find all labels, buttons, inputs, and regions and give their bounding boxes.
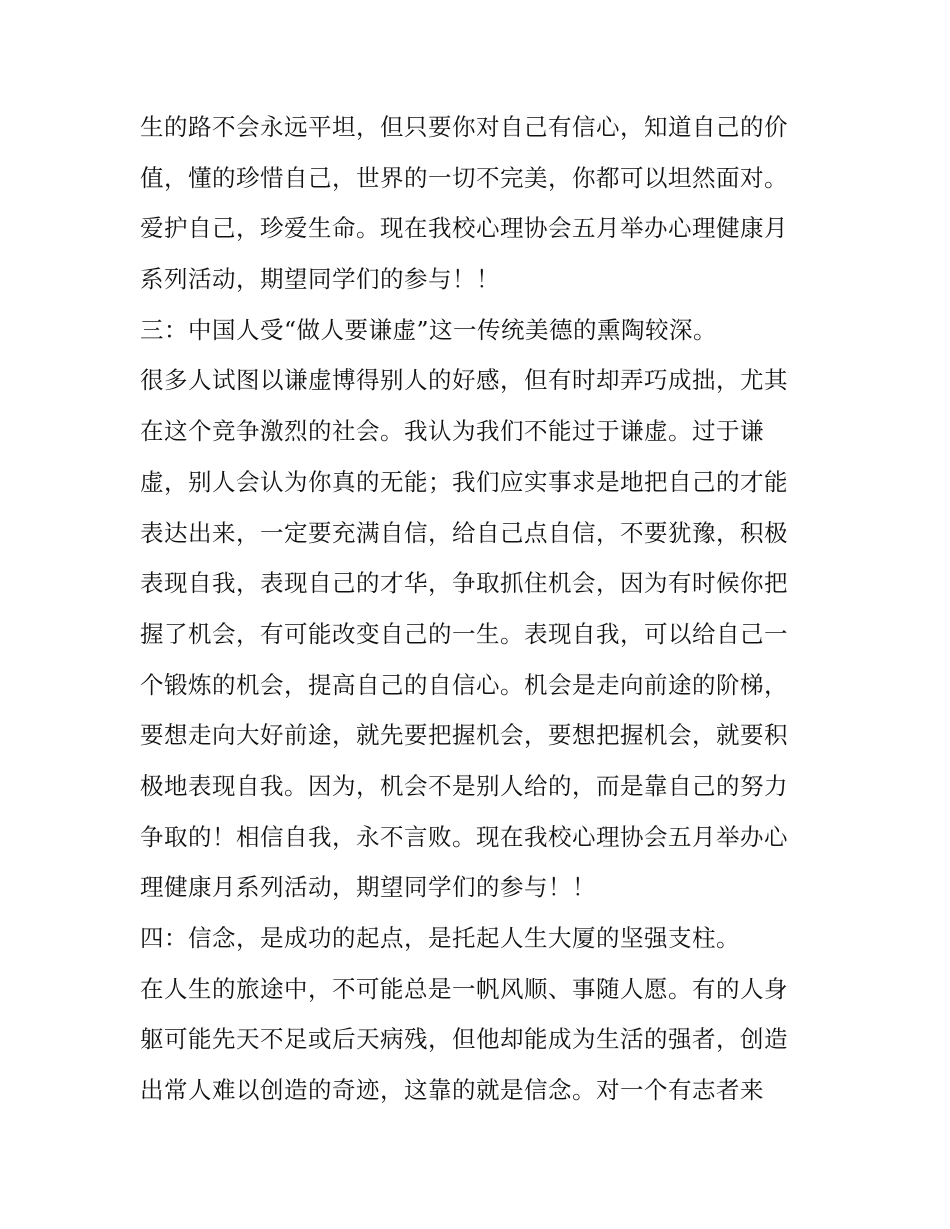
section-heading-three: 三：中国人受“做人要谦虚”这一传统美德的熏陶较深。 (140, 315, 718, 344)
text-line: 个锻炼的机会，提高自己的自信心。机会是走向前途的阶梯， (140, 670, 788, 699)
text-line: 生的路不会永远平坦，但只要你对自己有信心，知道自己的价 (140, 113, 788, 141)
text-line: 在人生的旅途中，不可能总是一帆风顺、事随人愿。有的人身 (140, 974, 788, 1003)
text-line: 很多人试图以谦虚博得别人的好感，但有时却弄巧成拙，尤其 (140, 366, 788, 395)
text-line: 表现自我，表现自己的才华，争取抓住机会，因为有时候你把 (140, 569, 788, 598)
body-text (140, 102, 820, 1116)
section-heading-four: 四：信念，是成功的起点，是托起人生大厦的坚强支柱。 (140, 924, 740, 952)
text-line: 出常人难以创造的奇迹，这靠的就是信念。对一个有志者来 (140, 1076, 764, 1105)
text-line: 躯可能先天不足或后天病残，但他却能成为生活的强者，创造 (140, 1025, 788, 1054)
text-line: 系列活动，期望同学们的参与！！ (140, 265, 500, 294)
text-line: 握了机会，有可能改变自己的一生。表现自我，可以给自己一 (140, 619, 788, 648)
text-line: 虚，别人会认为你真的无能；我们应实事求是地把自己的才能 (140, 467, 788, 496)
text-line: 要想走向大好前途，就先要把握机会，要想把握机会，就要积 (140, 721, 788, 750)
text-line: 爱护自己，珍爱生命。现在我校心理协会五月举办心理健康月 (140, 214, 788, 243)
text-line: 在这个竞争激烈的社会。我认为我们不能过于谦虚。过于谦 (140, 417, 764, 446)
text-line: 争取的！相信自我，永不言败。现在我校心理协会五月举办心 (140, 822, 788, 851)
text-line: 值，懂的珍惜自己，世界的一切不完美，你都可以坦然面对。 (140, 163, 788, 192)
text-line: 极地表现自我。因为，机会不是别人给的，而是靠自己的努力 (140, 771, 788, 800)
text-line: 表达出来，一定要充满自信，给自己点自信，不要犹豫，积极 (140, 518, 788, 547)
text-line: 理健康月系列活动，期望同学们的参与！！ (140, 873, 596, 902)
